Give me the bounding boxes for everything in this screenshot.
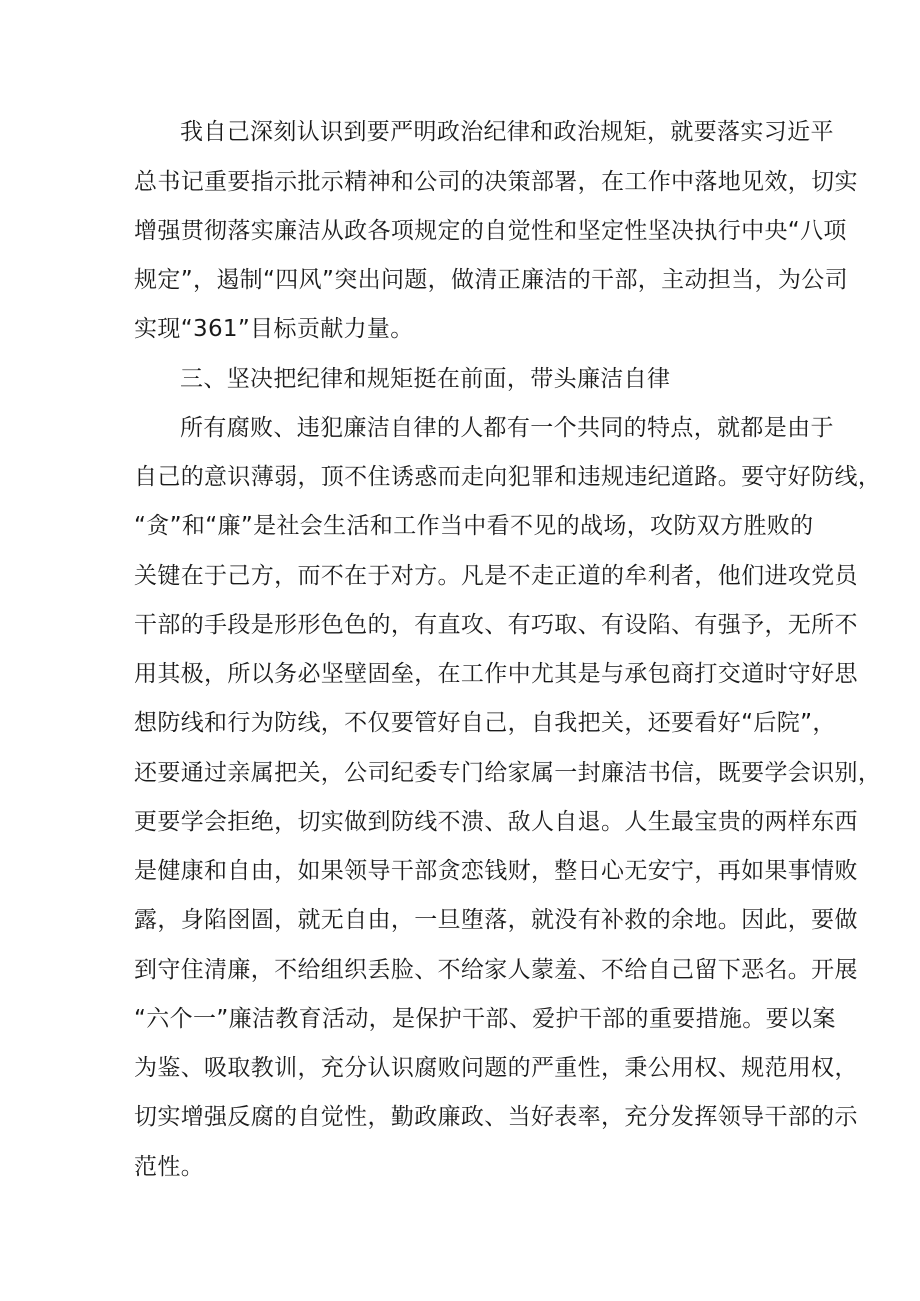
paragraph-2-line-6: 用其极，所以务必坚壁固垒，在工作中尤其是与承包商打交道时守好思 xyxy=(134,661,858,687)
paragraph-1-line-2: 总书记重要指示批示精神和公司的决策部署，在工作中落地见效，切实 xyxy=(134,169,858,195)
section-heading-3: 三、坚决把纪律和规矩挺在前面，带头廉洁自律 xyxy=(180,366,671,392)
paragraph-1-line-1: 我自己深刻认识到要严明政治纪律和政治规矩，就要落实习近平 xyxy=(180,119,834,145)
paragraph-2-line-12: 到守住清廉，不给组织丢脸、不给家人蒙羞、不给自己留下恶名。开展 xyxy=(134,957,858,983)
paragraph-1-line-5: 实现“361”目标贡献力量。 xyxy=(134,316,414,342)
paragraph-2-line-3: “贪”和“廉”是社会生活和工作当中看不见的战场，攻防双方胜败的 xyxy=(134,513,814,539)
paragraph-2-line-5: 干部的手段是形形色色的，有直攻、有巧取、有设陷、有强予，无所不 xyxy=(134,612,858,638)
paragraph-2-line-7: 想防线和行为防线，不仅要管好自己，自我把关，还要看好“后院”， xyxy=(134,710,836,736)
paragraph-1-line-4: 规定”，遏制“四风”突出问题，做清正廉洁的干部，主动担当，为公司 xyxy=(134,267,848,293)
paragraph-2-line-2: 自己的意识薄弱，顶不住诱惑而走向犯罪和违规违纪道路。要守好防线， xyxy=(134,464,882,490)
paragraph-2-line-11: 露，身陷囹圄，就无自由，一旦堕落，就没有补救的余地。因此，要做 xyxy=(134,907,858,933)
paragraph-2-line-10: 是健康和自由，如果领导干部贪恋钱财，整日心无安宁，再如果事情败 xyxy=(134,858,858,884)
paragraph-2-line-15: 切实增强反腐的自觉性，勤政廉政、当好表率，充分发挥领导干部的示 xyxy=(134,1104,858,1130)
paragraph-2-line-1: 所有腐败、违犯廉洁自律的人都有一个共同的特点，就都是由于 xyxy=(180,415,834,441)
paragraph-2-line-14: 为鉴、吸取教训，充分认识腐败问题的严重性，秉公用权、规范用权， xyxy=(134,1055,858,1081)
paragraph-2-line-13: “六个一”廉洁教育活动，是保护干部、爱护干部的重要措施。要以案 xyxy=(134,1006,836,1032)
paragraph-1-line-3: 增强贯彻落实廉洁从政各项规定的自觉性和坚定性坚决执行中央“八项 xyxy=(134,218,847,244)
paragraph-2-line-8: 还要通过亲属把关，公司纪委专门给家属一封廉洁书信，既要学会识别， xyxy=(134,760,882,786)
paragraph-2-line-9: 更要学会拒绝，切实做到防线不溃、敌人自退。人生最宝贵的两样东西 xyxy=(134,809,858,835)
paragraph-2-line-16: 范性。 xyxy=(134,1154,205,1180)
paragraph-2-line-4: 关键在于己方，而不在于对方。凡是不走正道的牟利者，他们进攻党员 xyxy=(134,563,858,589)
